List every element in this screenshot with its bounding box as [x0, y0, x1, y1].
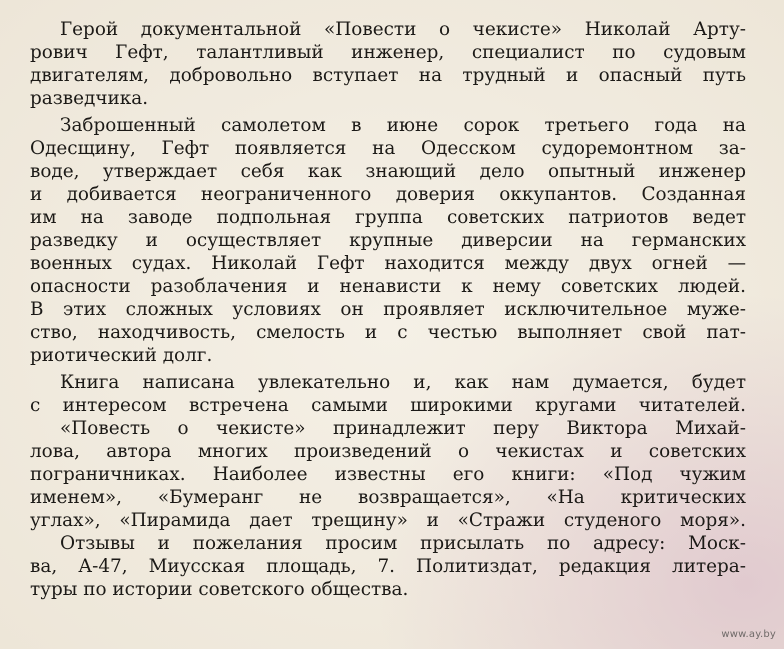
text-line: Одесщину, Гефт появляется на Одесском судоремонтном за- — [30, 138, 746, 159]
text-line: туры по истории советского общества. — [30, 579, 409, 600]
paragraph — [30, 532, 746, 601]
annotation-text — [30, 18, 746, 601]
text-line: разведку и осуществляет крупные диверсии на германских — [30, 230, 746, 251]
text-line: ва, А-47, Миусская площадь, 7. Политиздат, редакция литера- — [30, 556, 746, 577]
text-line: военных судах. Николай Гефт находится между двух огней — — [30, 253, 746, 274]
text-line: Отзывы и пожелания просим присылать по адресу: Моск- — [60, 533, 746, 554]
text-line: разведчика. — [30, 88, 149, 109]
text-line: рович Гефт, талантливый инженер, специалист по судовым — [30, 42, 746, 63]
text-line: двигателям, добровольно вступает на трудный и опасный путь — [30, 65, 746, 86]
text-line: с интересом встречена самыми широкими кругами читателей. — [30, 395, 746, 416]
text-line: углах», «Пирамида дает трещину» и «Стражи студеного моря». — [30, 510, 746, 531]
text-line: Герой документальной «Повести о чекисте» Николай Арту- — [60, 19, 746, 40]
watermark: www.ay.by — [721, 629, 776, 640]
text-line: Книга написана увлекательно и, как нам думается, будет — [60, 372, 746, 393]
paragraph — [30, 417, 746, 532]
text-line: и добивается неограниченного доверия оккупантов. Созданная — [30, 184, 746, 205]
text-line: именем», «Бумеранг не возвращается», «На критических — [30, 487, 746, 508]
paragraph — [30, 114, 746, 367]
text-line: пограничниках. Наиболее известны его книги: «Под чужим — [30, 464, 746, 485]
text-line: лова, автора многих произведений о чекистах и советских — [30, 441, 746, 462]
text-line: ство, находчивость, смелость и с честью выполняет свой пат- — [30, 322, 746, 343]
paragraph — [30, 371, 746, 417]
text-line: Заброшенный самолетом в июне сорок третьего года на — [60, 115, 746, 136]
text-line: риотический долг. — [30, 345, 213, 366]
text-line: воде, утверждает себя как знающий дело опытный инженер — [30, 161, 746, 182]
text-line: «Повесть о чекисте» принадлежит перу Виктора Михай- — [60, 418, 746, 439]
text-line: им на заводе подпольная группа советских патриотов ведет — [30, 207, 746, 228]
text-line: В этих сложных условиях он проявляет исключительное муже- — [30, 299, 746, 320]
paragraph — [30, 18, 746, 110]
text-line: опасности разоблачения и ненависти к нему советских людей. — [30, 276, 746, 297]
